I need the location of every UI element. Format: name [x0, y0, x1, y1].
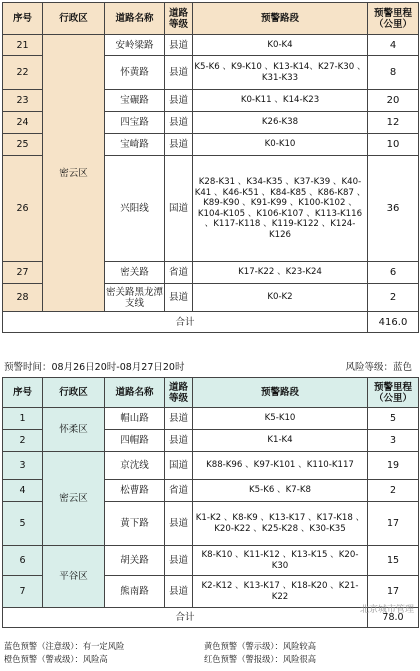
segment-cell: K0-K2	[193, 284, 368, 312]
grade-cell: 县道	[165, 134, 193, 156]
seq-cell: 6	[3, 546, 43, 576]
seq-cell: 3	[3, 452, 43, 480]
road-cell: 四宝路	[105, 112, 165, 134]
mileage-cell: 5	[368, 408, 419, 430]
road-cell: 宝碾路	[105, 90, 165, 112]
grade-cell: 县道	[165, 284, 193, 312]
mileage-cell: 3	[368, 430, 419, 452]
header-segment: 预警路段	[193, 378, 368, 408]
legend-row	[4, 653, 416, 666]
risk-level: 风险等级：蓝色	[345, 362, 412, 373]
watermark: 北京城市管理	[359, 605, 414, 615]
table-row	[3, 408, 419, 430]
mileage-cell: 36	[368, 156, 419, 262]
legend-row	[4, 640, 416, 653]
grade-cell: 县道	[165, 430, 193, 452]
header-grade: 道路等级	[165, 378, 193, 408]
total-row	[3, 608, 419, 628]
grade-cell: 县道	[165, 546, 193, 576]
district-cell: 密云区	[43, 35, 105, 312]
legend-blue: 蓝色预警（注意级）：有一定风险	[4, 641, 125, 651]
mileage-cell: 12	[368, 112, 419, 134]
district-cell: 平谷区	[43, 546, 105, 608]
table-header-row	[3, 378, 419, 408]
total-value: 78.0	[368, 608, 419, 628]
segment-cell: K28-K31 、K34-K35 、K37-K39 、K40-K41 、K46-K51 、K84-K85 、K86-K87 、K89-K90 、K91-K99 、K100-K102 、K104-K105 、K106-K107 、K113-K116 、K117-K118 、K119-K122 、K124-K126	[193, 156, 368, 262]
grade-cell: 县道	[165, 35, 193, 56]
road-cell: 胡关路	[105, 546, 165, 576]
road-cell: 京沈线	[105, 452, 165, 480]
header-segment: 预警路段	[193, 3, 368, 35]
segment-cell: K5-K6 、K7-K8	[193, 480, 368, 502]
table-row	[3, 546, 419, 576]
segment-cell: K5-K10	[193, 408, 368, 430]
total-row	[3, 312, 419, 333]
segment-cell: K2-K12 、K13-K17 、K18-K20 、K21-K22	[193, 576, 368, 608]
seq-cell: 2	[3, 430, 43, 452]
road-cell: 怀黄路	[105, 56, 165, 90]
warning-time: 预警时间：08月26日20时-08月27日20时	[4, 362, 185, 373]
mileage-cell: 17	[368, 502, 419, 546]
warning-period-bar	[4, 361, 416, 375]
header-road: 道路名称	[105, 378, 165, 408]
segment-cell: K88-K96 、K97-K101 、K110-K117	[193, 452, 368, 480]
district-cell: 密云区	[43, 452, 105, 546]
segment-cell: K0-K10	[193, 134, 368, 156]
grade-cell: 县道	[165, 408, 193, 430]
segment-cell: K1-K2 、K8-K9 、K13-K17 、K17-K18 、K20-K22 、K25-K28 、K30-K35	[193, 502, 368, 546]
grade-cell: 县道	[165, 502, 193, 546]
road-cell: 熊南路	[105, 576, 165, 608]
grade-cell: 省道	[165, 480, 193, 502]
road-cell: 松曹路	[105, 480, 165, 502]
table-row	[3, 452, 419, 480]
grade-cell: 县道	[165, 90, 193, 112]
header-seq: 序号	[3, 3, 43, 35]
mileage-cell: 6	[368, 262, 419, 284]
header-mileage: 预警里程（公里）	[368, 378, 419, 408]
table-row	[3, 35, 419, 56]
header-road: 道路名称	[105, 3, 165, 35]
district-cell: 怀柔区	[43, 408, 105, 452]
mileage-cell: 2	[368, 284, 419, 312]
header-district: 行政区	[43, 378, 105, 408]
grade-cell: 国道	[165, 452, 193, 480]
mileage-cell: 8	[368, 56, 419, 90]
total-value: 416.0	[368, 312, 419, 333]
road-cell: 密关路	[105, 262, 165, 284]
seq-cell: 7	[3, 576, 43, 608]
road-cell: 密关路黑龙潭支线	[105, 284, 165, 312]
mileage-cell: 10	[368, 134, 419, 156]
seq-cell: 23	[3, 90, 43, 112]
road-cell: 兴阳线	[105, 156, 165, 262]
road-cell: 帽山路	[105, 408, 165, 430]
segment-cell: K8-K10 、K11-K12 、K13-K15 、K20-K30	[193, 546, 368, 576]
road-cell: 宝崎路	[105, 134, 165, 156]
total-label: 合计	[3, 312, 368, 333]
seq-cell: 22	[3, 56, 43, 90]
segment-cell: K5-K6 、K9-K10 、K13-K14、K27-K30 、K31-K33	[193, 56, 368, 90]
road-cell: 黄下路	[105, 502, 165, 546]
road-cell: 四帽路	[105, 430, 165, 452]
seq-cell: 4	[3, 480, 43, 502]
seq-cell: 27	[3, 262, 43, 284]
seq-cell: 5	[3, 502, 43, 546]
segment-cell: K26-K38	[193, 112, 368, 134]
seq-cell: 26	[3, 156, 43, 262]
warning-table-2	[2, 377, 419, 628]
grade-cell: 县道	[165, 56, 193, 90]
mileage-cell: 20	[368, 90, 419, 112]
warning-table-1	[2, 2, 419, 333]
total-label: 合计	[3, 608, 368, 628]
mileage-cell: 17	[368, 576, 419, 608]
seq-cell: 21	[3, 35, 43, 56]
road-cell: 安岭梁路	[105, 35, 165, 56]
header-grade: 道路等级	[165, 3, 193, 35]
legend-red: 红色预警（警报级）：风险很高	[204, 654, 317, 664]
mileage-cell: 4	[368, 35, 419, 56]
header-mileage: 预警里程（公里）	[368, 3, 419, 35]
legend-orange: 橙色预警（警戒级）：风险高	[4, 654, 108, 664]
seq-cell: 28	[3, 284, 43, 312]
table-header-row	[3, 3, 419, 35]
seq-cell: 25	[3, 134, 43, 156]
grade-cell: 国道	[165, 156, 193, 262]
mileage-cell: 2	[368, 480, 419, 502]
segment-cell: K17-K22 、K23-K24	[193, 262, 368, 284]
legend-yellow: 黄色预警（警示级）：风险较高	[204, 641, 317, 651]
legend	[4, 640, 416, 666]
seq-cell: 1	[3, 408, 43, 430]
grade-cell: 省道	[165, 262, 193, 284]
segment-cell: K0-K11 、K14-K23	[193, 90, 368, 112]
header-seq: 序号	[3, 378, 43, 408]
mileage-cell: 19	[368, 452, 419, 480]
grade-cell: 县道	[165, 112, 193, 134]
seq-cell: 24	[3, 112, 43, 134]
segment-cell: K0-K4	[193, 35, 368, 56]
mileage-cell: 15	[368, 546, 419, 576]
header-district: 行政区	[43, 3, 105, 35]
grade-cell: 县道	[165, 576, 193, 608]
segment-cell: K1-K4	[193, 430, 368, 452]
